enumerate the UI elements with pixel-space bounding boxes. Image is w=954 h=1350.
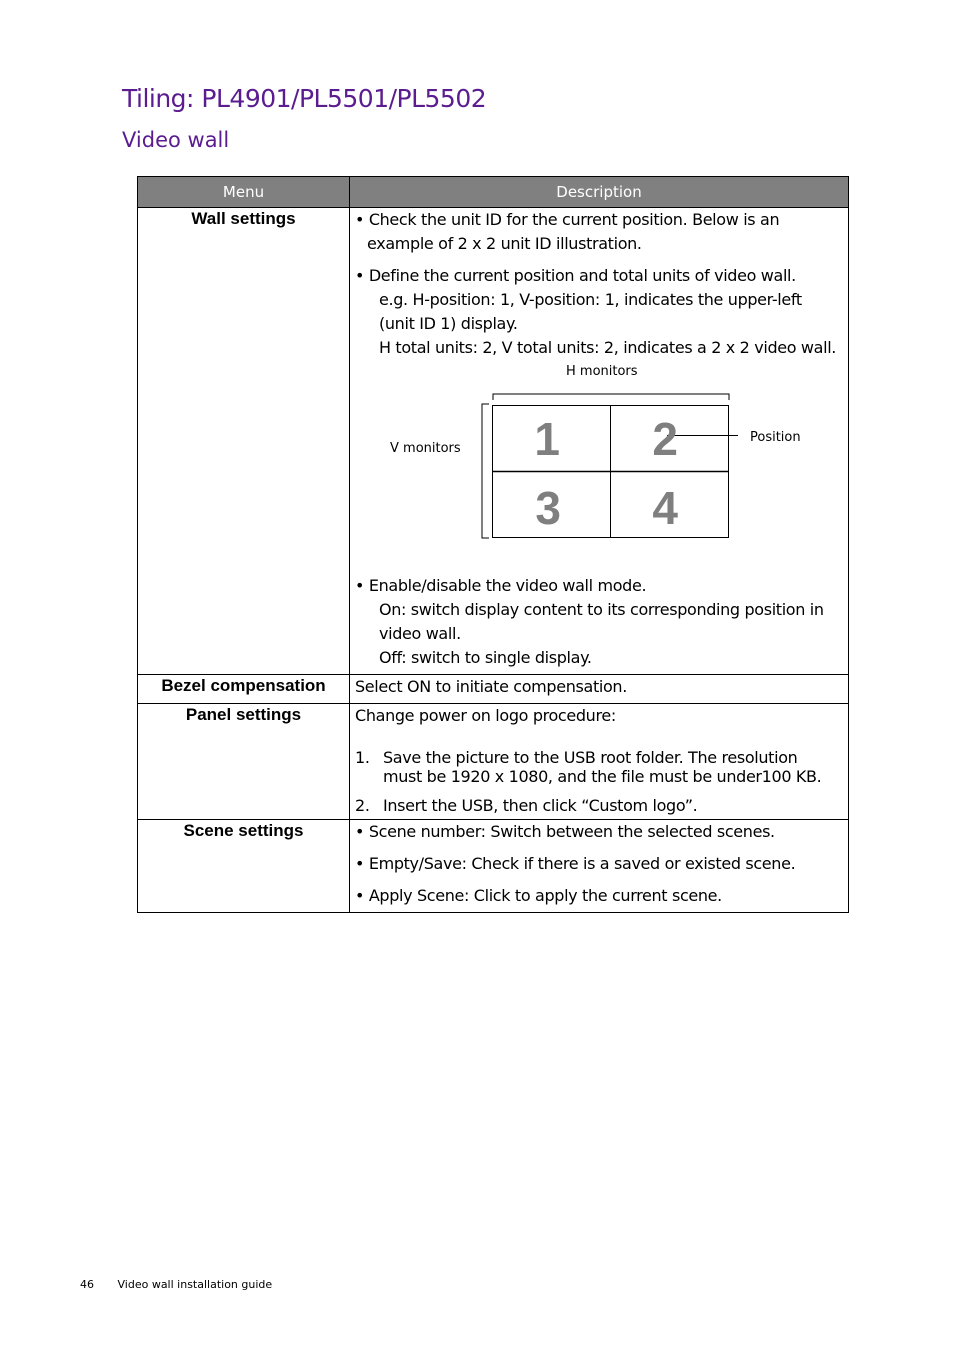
h-monitors-label: H monitors [566, 364, 638, 379]
description-column-header: Description [350, 177, 849, 208]
menu-description-table [137, 176, 849, 913]
wall-settings-bullet-mode [355, 574, 840, 670]
table-row-scene-settings [138, 820, 849, 913]
table-row-panel-settings [138, 704, 849, 820]
menu-item-wall-settings: Wall settings [138, 208, 350, 675]
panel-settings-intro: Change power on logo procedure: [355, 706, 616, 725]
scene-settings-bullet-number: • Scene number: Switch between the selected scenes. [355, 822, 775, 841]
position-bullet-line-1: • Define the current position and total units of video wall. [355, 266, 796, 285]
panel-settings-step-2 [355, 796, 840, 815]
menu-item-bezel-compensation: Bezel compensation [138, 675, 350, 704]
unit-id-1: 1 [534, 413, 560, 465]
panel-settings-step-1 [355, 748, 840, 786]
scene-settings-description [350, 820, 849, 913]
position-label: Position [750, 430, 801, 445]
unit-id-3: 3 [535, 482, 561, 534]
unit-id-2: 2 [652, 413, 678, 465]
page-title: Tiling: PL4901/PL5501/PL5502 [122, 84, 487, 113]
v-monitors-label: V monitors [390, 441, 461, 456]
page-footer [80, 1278, 272, 1291]
position-bullet-line-3: H total units: 2, V total units: 2, indicates a 2 x 2 video wall. [379, 338, 837, 357]
menu-item-scene-settings: Scene settings [138, 820, 350, 913]
wall-settings-bullet-unit-id: • Check the unit ID for the current position. Below is an example of 2 x 2 unit ID illustration. [355, 210, 780, 253]
step-number: 1. [355, 748, 370, 767]
guide-title: Video wall installation guide [117, 1278, 273, 1291]
v-monitors-bracket [482, 404, 489, 538]
mode-bullet-line-1: • Enable/disable the video wall mode. [355, 576, 647, 595]
section-title: Video wall [122, 128, 230, 152]
scene-settings-bullet-apply: • Apply Scene: Click to apply the current scene. [355, 886, 722, 905]
table-row-bezel-compensation [138, 675, 849, 704]
bezel-compensation-description: Select ON to initiate compensation. [350, 675, 849, 704]
position-bullet-line-2: e.g. H-position: 1, V-position: 1, indicates the upper-left (unit ID 1) display. [379, 290, 802, 333]
menu-item-panel-settings: Panel settings [138, 704, 350, 820]
page-number: 46 [80, 1278, 94, 1291]
panel-settings-description [350, 704, 849, 820]
step-text: Insert the USB, then click “Custom logo”. [383, 796, 698, 815]
mode-bullet-line-2: On: switch display content to its corresponding position in video wall. [379, 600, 824, 643]
scene-settings-bullet-empty-save: • Empty/Save: Check if there is a saved or existed scene. [355, 854, 796, 873]
unit-id-4: 4 [652, 482, 678, 534]
wall-settings-bullet-position [355, 264, 840, 360]
h-monitors-bracket [493, 394, 729, 400]
video-wall-diagram-graphic [355, 360, 835, 574]
menu-column-header: Menu [138, 177, 350, 208]
table-header-row [138, 177, 849, 208]
step-number: 2. [355, 796, 370, 815]
table-row-wall-settings [138, 208, 849, 675]
wall-settings-description [350, 208, 849, 675]
step-text: Save the picture to the USB root folder. The resolution must be 1920 x 1080, and the file must be under100 KB. [383, 748, 822, 786]
mode-bullet-line-3: Off: switch to single display. [379, 648, 592, 667]
video-wall-diagram [355, 360, 835, 574]
